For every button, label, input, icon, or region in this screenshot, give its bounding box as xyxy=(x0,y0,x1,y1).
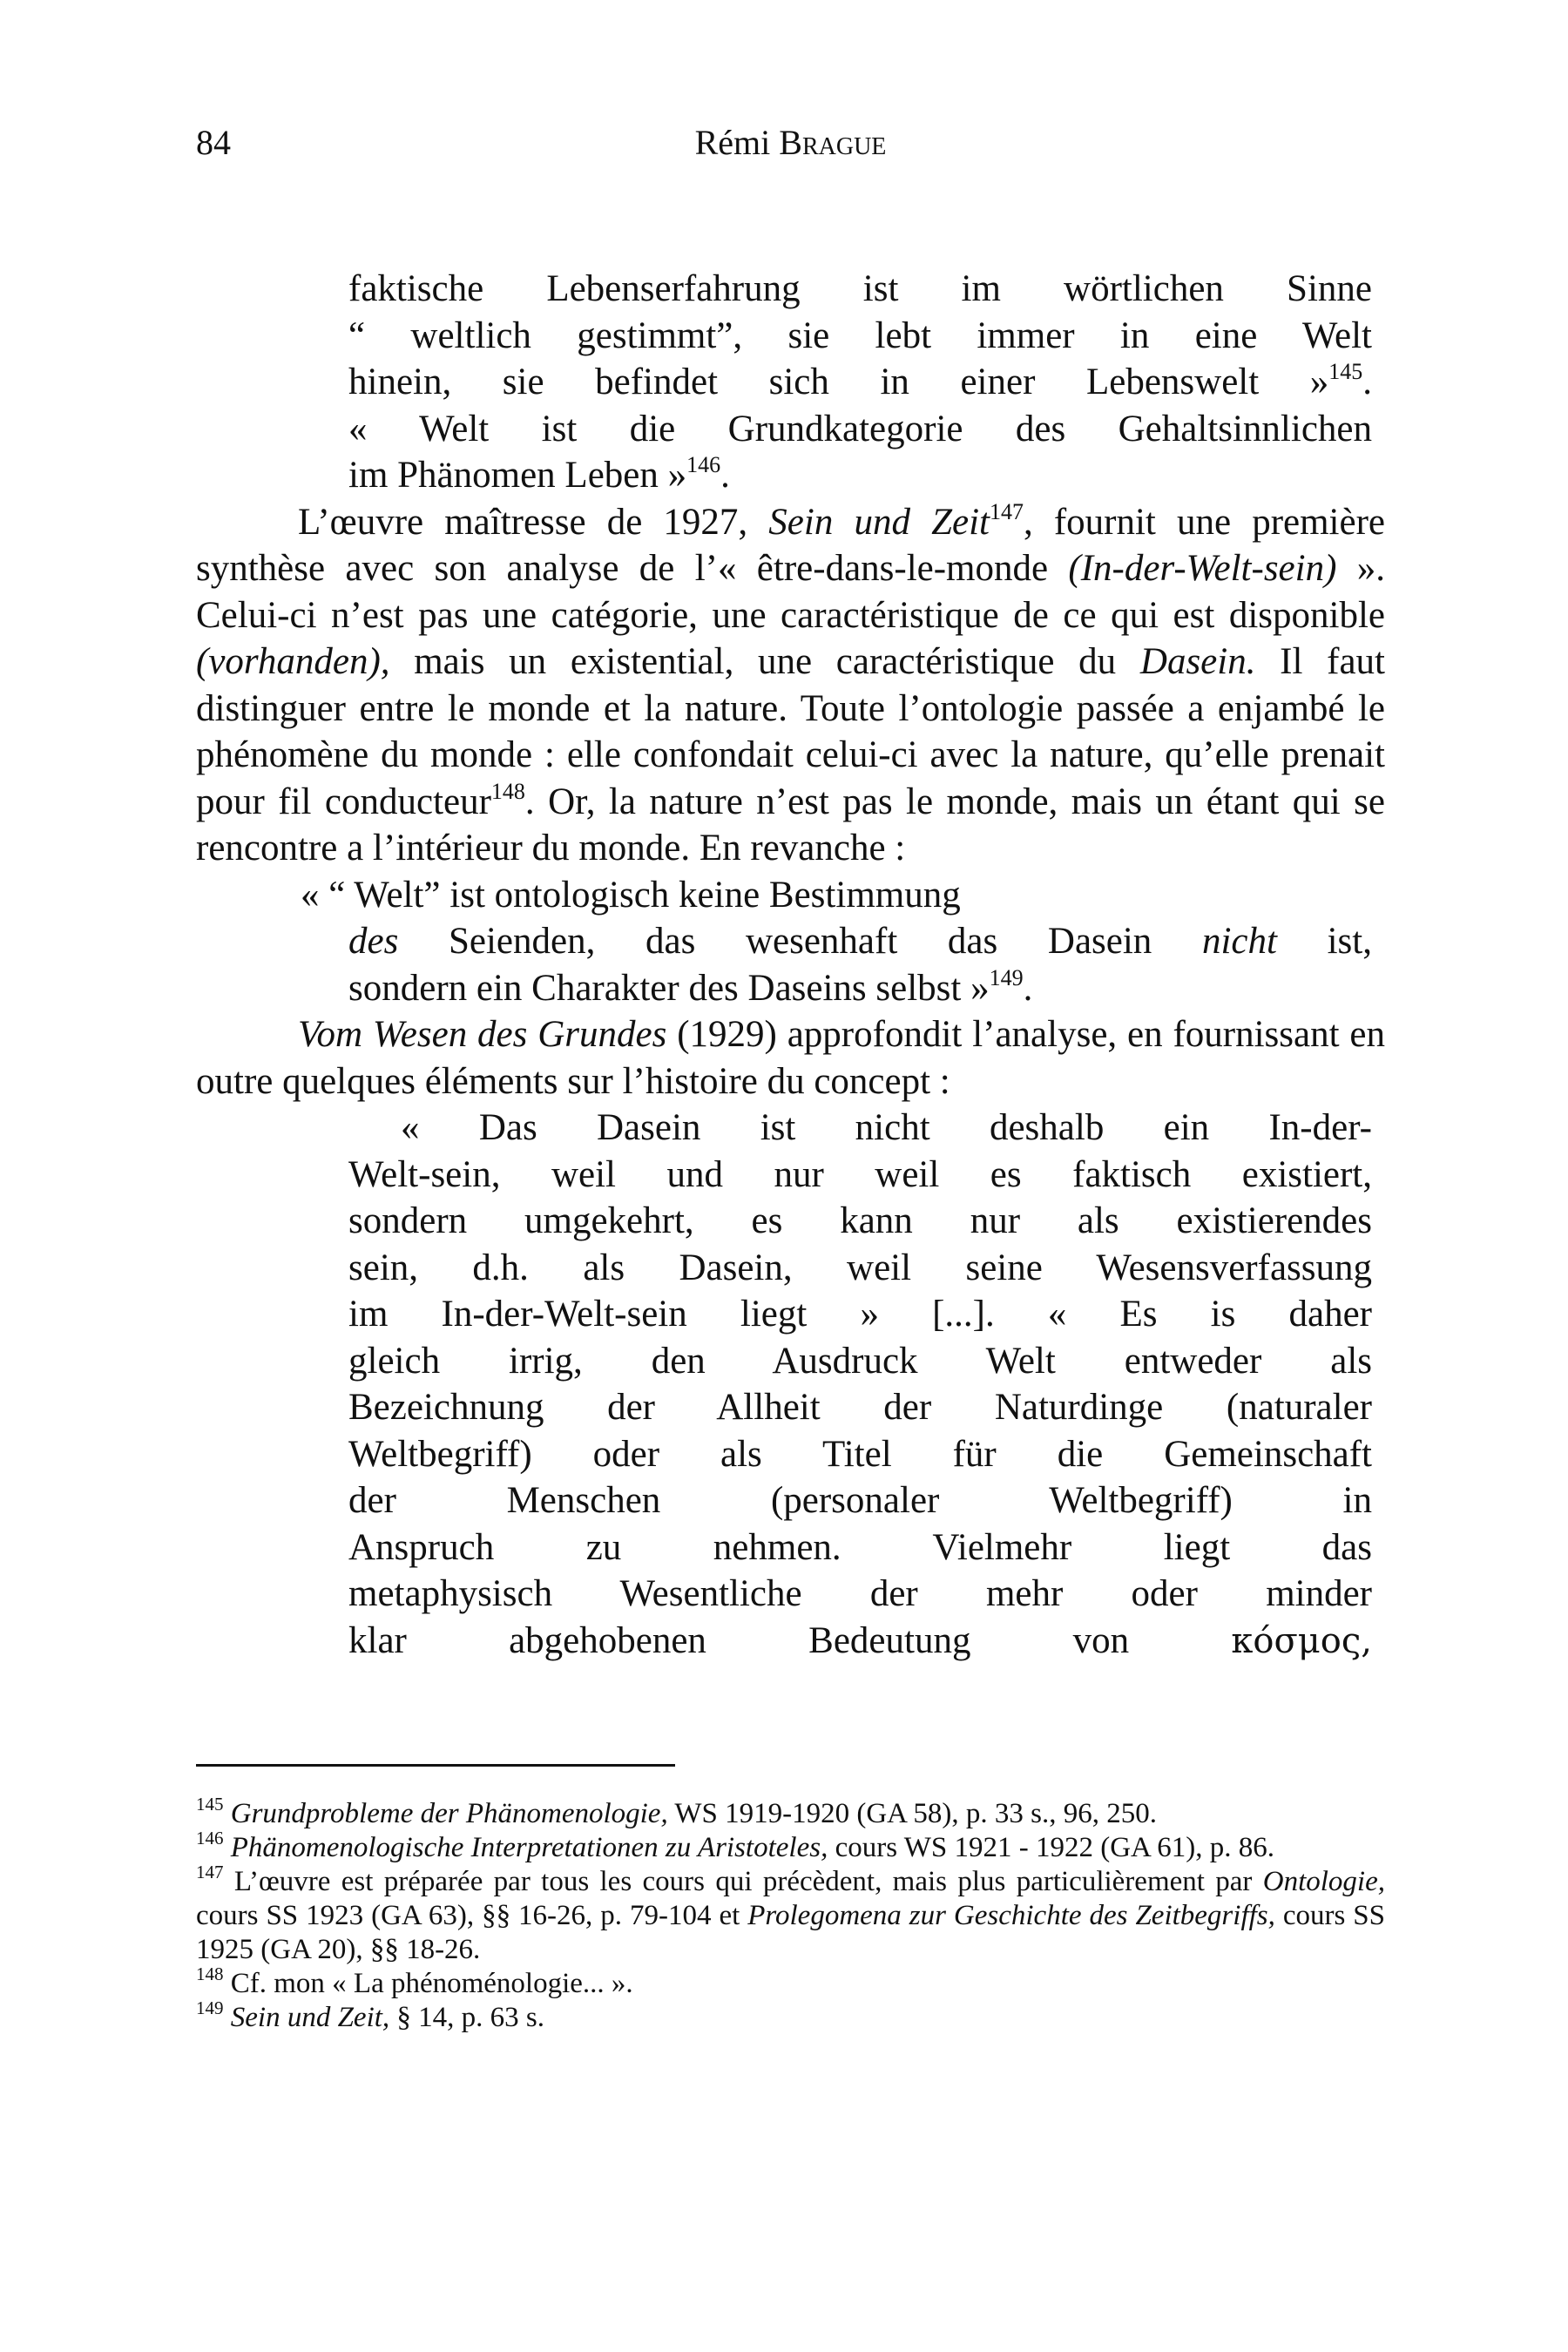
footnote-text: cours SS 1925 (GA 20), §§ 18-26. xyxy=(196,1900,1385,1965)
footnote-147 xyxy=(196,1862,1385,1967)
quote-line: sein, d.h. als Dasein, weil seine Wesensverfassung xyxy=(348,1247,1372,1288)
footnote-text: § 14, p. 63 s. xyxy=(389,2002,544,2033)
quote-line: « Das Dasein ist nicht deshalb ein In-der- xyxy=(401,1107,1372,1148)
footnote-divider xyxy=(196,1764,675,1767)
para-text: L’œuvre maîtresse de 1927, xyxy=(298,501,769,543)
quote-line xyxy=(348,1618,1372,1666)
footnote-text: cours WS 1921 - 1922 (GA 61), p. 86. xyxy=(828,1832,1275,1863)
para-text: Il faut distinguer entre le monde et la nature. Toute l’ontologie passée a enjambé le phénomène du monde : elle confondait celui-ci avec la nature, qu’elle prenait pour fil conducteur xyxy=(196,641,1385,822)
quote-emphasis: nicht xyxy=(1201,921,1277,962)
footnotes xyxy=(196,1794,1385,2035)
footnote-number: 148 xyxy=(196,1963,224,1984)
greek-word: κόσμος, xyxy=(1231,1620,1372,1661)
term: Dasein. xyxy=(1139,641,1256,682)
para-text: (1929) approfondit l’analyse, en fournissant en outre quelques éléments sur l’histoire du concept : xyxy=(196,1014,1386,1102)
quote-line: « Welt ist die Grundkategorie des Gehaltsinnlichen xyxy=(348,408,1372,449)
quote-text: im Phänomen Leben » xyxy=(348,455,687,496)
footnote-148 xyxy=(196,1963,1385,2001)
footnote-title: Prolegomena zur Geschichte des Zeitbegriffs, xyxy=(747,1900,1275,1931)
quote-text: Seienden, das wesenhaft das Dasein xyxy=(398,921,1202,962)
work-title: Vom Wesen des Grundes xyxy=(298,1014,667,1055)
quote-line: faktische Lebenserfahrung ist im wörtlichen Sinne xyxy=(348,268,1372,309)
footnote-number: 146 xyxy=(196,1828,224,1848)
quote-text: klar abgehobenen Bedeutung von xyxy=(348,1619,1232,1661)
paragraph-1 xyxy=(196,499,1385,872)
footnote-number: 147 xyxy=(196,1862,224,1882)
quote-text: . xyxy=(1023,967,1033,1009)
quote-line: sondern umgekehrt, es kann nur als existierendes xyxy=(348,1200,1372,1241)
quote-line xyxy=(348,918,1372,965)
block-quote-1 xyxy=(348,266,1372,499)
running-head xyxy=(196,122,1385,163)
footnote-text: Cf. mon « La phénoménologie... ». xyxy=(223,1968,633,1999)
quote-line xyxy=(348,452,1372,499)
quote-text: . xyxy=(1362,362,1372,402)
footnote-number: 145 xyxy=(196,1794,224,1815)
author-last-name: Brague xyxy=(779,123,887,162)
quote-line: metaphysisch Wesentliche der mehr oder minder xyxy=(348,1573,1372,1614)
term: (In-der-Welt-sein) xyxy=(1068,548,1337,589)
block-quote-2 xyxy=(301,872,1372,919)
para-text: ». Celui-ci n’est pas une catégorie, une caractéristique de ce qui est disponible xyxy=(196,548,1385,636)
quote-line: gleich irrig, den Ausdruck Welt entweder als xyxy=(348,1340,1372,1382)
para-text: . Or, la nature n’est pas le monde, mais un étant qui se rencontre a l’intérieur du monde. En revanche : xyxy=(196,781,1385,868)
footnote-title: Sein und Zeit, xyxy=(230,2002,390,2033)
para-text: , fournit une première synthèse avec son analyse de l’« être-dans-le-monde xyxy=(196,501,1385,589)
footnote-text: L’œuvre est préparée par tous les cours qui précèdent, mais plus particulièrement par xyxy=(223,1866,1263,1897)
paragraph-2 xyxy=(196,1011,1385,1105)
footnote-text: WS 1919-1920 (GA 58), p. 33 s., 96, 250. xyxy=(667,1798,1158,1829)
quote-line: Weltbegriff) oder als Titel für die Gemeinschaft xyxy=(348,1433,1372,1475)
quote-text: sondern ein Charakter des Daseins selbst » xyxy=(348,967,990,1009)
quote-line: Anspruch zu nehmen. Vielmehr liegt das xyxy=(348,1526,1372,1568)
quote-emphasis: des xyxy=(348,921,399,962)
quote-text: . xyxy=(720,455,730,496)
para-text: mais un existential, une caractéristique du xyxy=(389,641,1140,682)
page-number: 84 xyxy=(196,123,231,162)
term: (vorhanden), xyxy=(196,641,390,682)
quote-line: “ weltlich gestimmt”, sie lebt immer in eine Welt xyxy=(348,314,1372,356)
footnote-ref-145[interactable]: 145 xyxy=(1328,359,1363,384)
work-title: Sein und Zeit xyxy=(768,501,990,543)
quote-line: Bezeichnung der Allheit der Naturdinge (naturaler xyxy=(348,1387,1372,1428)
block-quote-3 xyxy=(348,1105,1372,1665)
footnote-149 xyxy=(196,1997,1385,2035)
footnote-ref-147[interactable]: 147 xyxy=(989,498,1024,524)
footnote-145 xyxy=(196,1794,1385,1831)
main-text xyxy=(196,266,1385,1665)
footnote-title: Grundprobleme der Phänomenologie, xyxy=(230,1798,668,1829)
author-first-name: Rémi xyxy=(694,123,780,162)
footnote-146 xyxy=(196,1828,1385,1865)
quote-line xyxy=(348,359,1372,406)
footnote-title: Phänomenologische Interpretationen zu Aristoteles, xyxy=(230,1832,828,1863)
block-quote-2-lines xyxy=(348,918,1372,1011)
quote-line: Welt-sein, weil und nur weil es faktisch existiert, xyxy=(348,1153,1372,1195)
quote-line xyxy=(348,965,1372,1012)
footnote-ref-146[interactable]: 146 xyxy=(686,452,721,477)
quote-line: im In-der-Welt-sein liegt » [...]. « Es is daher xyxy=(348,1294,1372,1335)
footnote-ref-149[interactable]: 149 xyxy=(989,964,1024,990)
page-header xyxy=(196,122,1385,174)
footnote-title: Ontologie, xyxy=(1262,1866,1385,1897)
quote-text: hinein, sie befindet sich in einer Lebenswelt » xyxy=(348,362,1329,402)
quote-text: ist, xyxy=(1276,921,1372,962)
quote-line: « “ Welt” ist ontologisch keine Bestimmung xyxy=(301,874,961,916)
footnote-text: cours SS 1923 (GA 63), §§ 16-26, p. 79-104 et xyxy=(196,1900,748,1931)
footnote-number: 149 xyxy=(196,1997,224,2018)
footnote-ref-148[interactable]: 148 xyxy=(490,778,525,804)
quote-line: der Menschen (personaler Weltbegriff) in xyxy=(348,1480,1372,1521)
